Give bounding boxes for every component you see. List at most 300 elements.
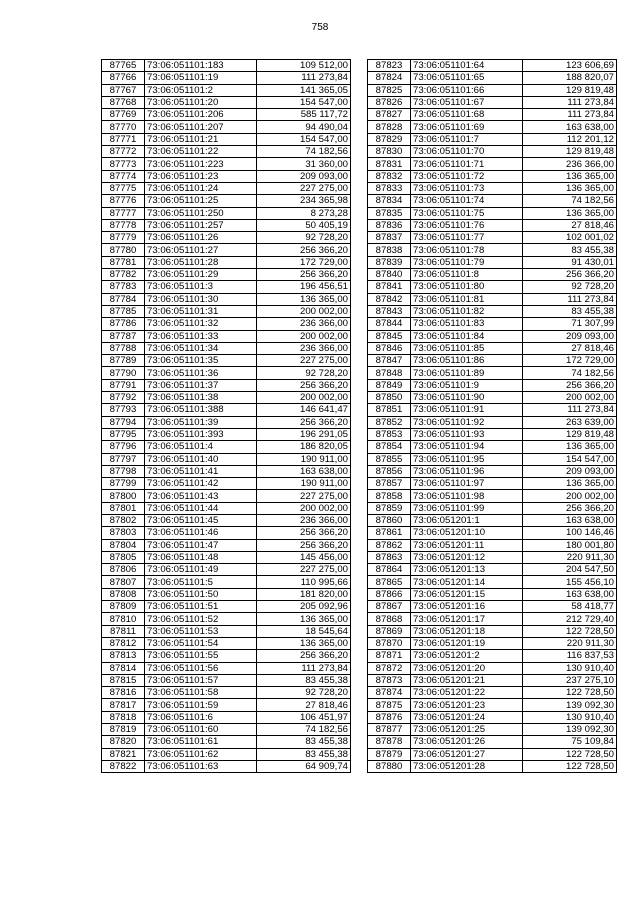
row-number-cell: 87780 bbox=[102, 244, 145, 256]
cadastral-number-cell: 73:06:051101:40 bbox=[145, 453, 257, 465]
cadastral-number-cell: 73:06:051101:76 bbox=[411, 219, 523, 231]
table-row bbox=[102, 650, 351, 662]
row-number-cell: 87878 bbox=[368, 736, 411, 748]
cadastral-number-cell: 73:06:051101:21 bbox=[145, 133, 257, 145]
row-number-cell: 87796 bbox=[102, 441, 145, 453]
value-cell: 190 911,00 bbox=[257, 478, 351, 490]
cadastral-number-cell: 73:06:051101:91 bbox=[411, 404, 523, 416]
table-row bbox=[102, 84, 351, 96]
cadastral-number-cell: 73:06:051101:59 bbox=[145, 699, 257, 711]
row-number-cell: 87824 bbox=[368, 72, 411, 84]
table-row bbox=[368, 416, 617, 428]
value-cell: 58 418,77 bbox=[523, 601, 617, 613]
value-cell: 116 837,53 bbox=[523, 650, 617, 662]
table-row bbox=[102, 121, 351, 133]
cadastral-number-cell: 73:06:051101:34 bbox=[145, 342, 257, 354]
value-cell: 136 365,00 bbox=[523, 441, 617, 453]
cadastral-number-cell: 73:06:051101:97 bbox=[411, 478, 523, 490]
table-row bbox=[102, 170, 351, 182]
row-number-cell: 87813 bbox=[102, 650, 145, 662]
value-cell: 71 307,99 bbox=[523, 318, 617, 330]
cadastral-number-cell: 73:06:051101:26 bbox=[145, 232, 257, 244]
table-row bbox=[368, 674, 617, 686]
row-number-cell: 87839 bbox=[368, 256, 411, 268]
cadastral-number-cell: 73:06:051101:39 bbox=[145, 416, 257, 428]
cadastral-number-cell: 73:06:051101:93 bbox=[411, 428, 523, 440]
row-number-cell: 87776 bbox=[102, 195, 145, 207]
table-row bbox=[368, 84, 617, 96]
value-cell: 234 365,98 bbox=[257, 195, 351, 207]
row-number-cell: 87840 bbox=[368, 269, 411, 281]
value-cell: 92 728,20 bbox=[257, 232, 351, 244]
table-row bbox=[102, 588, 351, 600]
table-row bbox=[102, 699, 351, 711]
value-cell: 236 366,00 bbox=[523, 158, 617, 170]
row-number-cell: 87876 bbox=[368, 711, 411, 723]
cadastral-number-cell: 73:06:051101:37 bbox=[145, 379, 257, 391]
cadastral-number-cell: 73:06:051101:86 bbox=[411, 355, 523, 367]
table-row bbox=[102, 490, 351, 502]
table-row bbox=[368, 342, 617, 354]
row-number-cell: 87768 bbox=[102, 96, 145, 108]
table-row bbox=[368, 207, 617, 219]
cadastral-number-cell: 73:06:051101:257 bbox=[145, 219, 257, 231]
value-cell: 180 001,80 bbox=[523, 539, 617, 551]
cadastral-number-cell: 73:06:051201:19 bbox=[411, 637, 523, 649]
value-cell: 256 366,20 bbox=[257, 650, 351, 662]
value-cell: 139 092,30 bbox=[523, 699, 617, 711]
cadastral-number-cell: 73:06:051201:11 bbox=[411, 539, 523, 551]
cadastral-number-cell: 73:06:051101:33 bbox=[145, 330, 257, 342]
cadastral-number-cell: 73:06:051101:50 bbox=[145, 588, 257, 600]
row-number-cell: 87774 bbox=[102, 170, 145, 182]
cadastral-number-cell: 73:06:051101:83 bbox=[411, 318, 523, 330]
row-number-cell: 87857 bbox=[368, 478, 411, 490]
value-cell: 236 366,00 bbox=[257, 342, 351, 354]
row-number-cell: 87818 bbox=[102, 711, 145, 723]
value-cell: 111 273,84 bbox=[523, 96, 617, 108]
table-row bbox=[368, 60, 617, 72]
value-cell: 136 365,00 bbox=[257, 293, 351, 305]
value-cell: 172 729,00 bbox=[257, 256, 351, 268]
table-row bbox=[368, 502, 617, 514]
row-number-cell: 87850 bbox=[368, 392, 411, 404]
cadastral-number-cell: 73:06:051101:5 bbox=[145, 576, 257, 588]
table-row bbox=[102, 551, 351, 563]
row-number-cell: 87838 bbox=[368, 244, 411, 256]
row-number-cell: 87880 bbox=[368, 760, 411, 772]
table-row bbox=[368, 146, 617, 158]
value-cell: 64 909,74 bbox=[257, 760, 351, 772]
row-number-cell: 87835 bbox=[368, 207, 411, 219]
value-cell: 136 365,00 bbox=[523, 478, 617, 490]
table-row bbox=[102, 576, 351, 588]
value-cell: 200 002,00 bbox=[257, 392, 351, 404]
cadastral-number-cell: 73:06:051101:27 bbox=[145, 244, 257, 256]
table-row bbox=[368, 133, 617, 145]
value-cell: 111 273,84 bbox=[257, 662, 351, 674]
value-cell: 237 275,10 bbox=[523, 674, 617, 686]
row-number-cell: 87799 bbox=[102, 478, 145, 490]
value-cell: 100 146,46 bbox=[523, 527, 617, 539]
page-number: 758 bbox=[311, 22, 329, 33]
table-row bbox=[102, 441, 351, 453]
table-row bbox=[368, 269, 617, 281]
table-row bbox=[368, 96, 617, 108]
row-number-cell: 87800 bbox=[102, 490, 145, 502]
right-table bbox=[367, 59, 617, 773]
row-number-cell: 87783 bbox=[102, 281, 145, 293]
row-number-cell: 87769 bbox=[102, 109, 145, 121]
row-number-cell: 87836 bbox=[368, 219, 411, 231]
table-row bbox=[102, 207, 351, 219]
cadastral-number-cell: 73:06:051101:20 bbox=[145, 96, 257, 108]
cadastral-number-cell: 73:06:051101:65 bbox=[411, 72, 523, 84]
row-number-cell: 87855 bbox=[368, 453, 411, 465]
table-row bbox=[102, 674, 351, 686]
value-cell: 205 092,96 bbox=[257, 601, 351, 613]
cadastral-number-cell: 73:06:051101:80 bbox=[411, 281, 523, 293]
table-row bbox=[102, 318, 351, 330]
table-row bbox=[102, 539, 351, 551]
row-number-cell: 87794 bbox=[102, 416, 145, 428]
row-number-cell: 87879 bbox=[368, 748, 411, 760]
value-cell: 91 430,01 bbox=[523, 256, 617, 268]
value-cell: 109 512,00 bbox=[257, 60, 351, 72]
table-row bbox=[102, 133, 351, 145]
table-row bbox=[102, 760, 351, 772]
table-row bbox=[102, 256, 351, 268]
value-cell: 130 910,40 bbox=[523, 662, 617, 674]
row-number-cell: 87815 bbox=[102, 674, 145, 686]
cadastral-number-cell: 73:06:051101:42 bbox=[145, 478, 257, 490]
row-number-cell: 87805 bbox=[102, 551, 145, 563]
cadastral-number-cell: 73:06:051101:7 bbox=[411, 133, 523, 145]
row-number-cell: 87823 bbox=[368, 60, 411, 72]
value-cell: 92 728,20 bbox=[257, 687, 351, 699]
row-number-cell: 87765 bbox=[102, 60, 145, 72]
value-cell: 18 545,64 bbox=[257, 625, 351, 637]
table-row bbox=[368, 711, 617, 723]
value-cell: 227 275,00 bbox=[257, 490, 351, 502]
value-cell: 74 182,56 bbox=[257, 724, 351, 736]
row-number-cell: 87801 bbox=[102, 502, 145, 514]
cadastral-number-cell: 73:06:051101:49 bbox=[145, 564, 257, 576]
table-row bbox=[102, 428, 351, 440]
value-cell: 122 728,50 bbox=[523, 625, 617, 637]
table-row bbox=[368, 514, 617, 526]
cadastral-number-cell: 73:06:051101:2 bbox=[145, 84, 257, 96]
cadastral-number-cell: 73:06:051101:85 bbox=[411, 342, 523, 354]
value-cell: 83 455,38 bbox=[257, 748, 351, 760]
value-cell: 227 275,00 bbox=[257, 564, 351, 576]
row-number-cell: 87865 bbox=[368, 576, 411, 588]
table-row bbox=[368, 736, 617, 748]
cadastral-number-cell: 73:06:051101:79 bbox=[411, 256, 523, 268]
table-row bbox=[102, 342, 351, 354]
table-row bbox=[368, 72, 617, 84]
value-cell: 256 366,20 bbox=[523, 502, 617, 514]
cadastral-number-cell: 73:06:051101:81 bbox=[411, 293, 523, 305]
cadastral-number-cell: 73:06:051101:6 bbox=[145, 711, 257, 723]
row-number-cell: 87771 bbox=[102, 133, 145, 145]
row-number-cell: 87767 bbox=[102, 84, 145, 96]
table-row bbox=[368, 182, 617, 194]
table-row bbox=[102, 60, 351, 72]
table-row bbox=[368, 392, 617, 404]
value-cell: 136 365,00 bbox=[523, 182, 617, 194]
table-row bbox=[102, 465, 351, 477]
value-cell: 136 365,00 bbox=[523, 207, 617, 219]
table-row bbox=[102, 724, 351, 736]
row-number-cell: 87829 bbox=[368, 133, 411, 145]
value-cell: 163 638,00 bbox=[523, 121, 617, 133]
cadastral-number-cell: 73:06:051201:21 bbox=[411, 674, 523, 686]
row-number-cell: 87803 bbox=[102, 527, 145, 539]
row-number-cell: 87842 bbox=[368, 293, 411, 305]
table-row bbox=[368, 699, 617, 711]
cadastral-number-cell: 73:06:051101:206 bbox=[145, 109, 257, 121]
value-cell: 122 728,50 bbox=[523, 760, 617, 772]
table-row bbox=[368, 293, 617, 305]
value-cell: 106 451,97 bbox=[257, 711, 351, 723]
table-row bbox=[102, 662, 351, 674]
value-cell: 122 728,50 bbox=[523, 687, 617, 699]
row-number-cell: 87848 bbox=[368, 367, 411, 379]
table-row bbox=[102, 527, 351, 539]
table-row bbox=[368, 379, 617, 391]
cadastral-number-cell: 73:06:051101:31 bbox=[145, 305, 257, 317]
value-cell: 256 366,20 bbox=[523, 269, 617, 281]
cadastral-number-cell: 73:06:051201:20 bbox=[411, 662, 523, 674]
value-cell: 196 456,51 bbox=[257, 281, 351, 293]
table-row bbox=[368, 195, 617, 207]
cadastral-number-cell: 73:06:051101:67 bbox=[411, 96, 523, 108]
cadastral-number-cell: 73:06:051101:89 bbox=[411, 367, 523, 379]
table-row bbox=[368, 613, 617, 625]
cadastral-number-cell: 73:06:051101:75 bbox=[411, 207, 523, 219]
table-row bbox=[368, 404, 617, 416]
cadastral-number-cell: 73:06:051101:23 bbox=[145, 170, 257, 182]
table-row bbox=[368, 121, 617, 133]
value-cell: 155 456,10 bbox=[523, 576, 617, 588]
cadastral-number-cell: 73:06:051101:55 bbox=[145, 650, 257, 662]
table-row bbox=[368, 158, 617, 170]
cadastral-number-cell: 73:06:051201:2 bbox=[411, 650, 523, 662]
value-cell: 190 911,00 bbox=[257, 453, 351, 465]
table-row bbox=[368, 478, 617, 490]
row-number-cell: 87814 bbox=[102, 662, 145, 674]
value-cell: 145 456,00 bbox=[257, 551, 351, 563]
row-number-cell: 87843 bbox=[368, 305, 411, 317]
value-cell: 186 820,05 bbox=[257, 441, 351, 453]
value-cell: 136 365,00 bbox=[257, 613, 351, 625]
cadastral-number-cell: 73:06:051101:46 bbox=[145, 527, 257, 539]
cadastral-number-cell: 73:06:051101:84 bbox=[411, 330, 523, 342]
value-cell: 83 455,38 bbox=[523, 305, 617, 317]
row-number-cell: 87861 bbox=[368, 527, 411, 539]
table-row bbox=[368, 760, 617, 772]
table-row bbox=[102, 269, 351, 281]
table-row bbox=[102, 195, 351, 207]
value-cell: 256 366,20 bbox=[257, 539, 351, 551]
cadastral-number-cell: 73:06:051201:28 bbox=[411, 760, 523, 772]
cadastral-number-cell: 73:06:051201:10 bbox=[411, 527, 523, 539]
table-row bbox=[368, 256, 617, 268]
row-number-cell: 87862 bbox=[368, 539, 411, 551]
table-row bbox=[368, 576, 617, 588]
cadastral-number-cell: 73:06:051101:64 bbox=[411, 60, 523, 72]
cadastral-number-cell: 73:06:051101:52 bbox=[145, 613, 257, 625]
cadastral-number-cell: 73:06:051101:19 bbox=[145, 72, 257, 84]
cadastral-number-cell: 73:06:051101:393 bbox=[145, 428, 257, 440]
table-row bbox=[368, 330, 617, 342]
row-number-cell: 87779 bbox=[102, 232, 145, 244]
row-number-cell: 87856 bbox=[368, 465, 411, 477]
value-cell: 209 093,00 bbox=[257, 170, 351, 182]
row-number-cell: 87772 bbox=[102, 146, 145, 158]
value-cell: 74 182,56 bbox=[523, 195, 617, 207]
value-cell: 102 001,02 bbox=[523, 232, 617, 244]
value-cell: 129 819,48 bbox=[523, 84, 617, 96]
cadastral-number-cell: 73:06:051101:56 bbox=[145, 662, 257, 674]
value-cell: 112 201,12 bbox=[523, 133, 617, 145]
row-number-cell: 87786 bbox=[102, 318, 145, 330]
value-cell: 130 910,40 bbox=[523, 711, 617, 723]
table-row bbox=[368, 687, 617, 699]
cadastral-number-cell: 73:06:051101:44 bbox=[145, 502, 257, 514]
row-number-cell: 87809 bbox=[102, 601, 145, 613]
table-row bbox=[102, 404, 351, 416]
cadastral-number-cell: 73:06:051201:1 bbox=[411, 514, 523, 526]
row-number-cell: 87819 bbox=[102, 724, 145, 736]
row-number-cell: 87858 bbox=[368, 490, 411, 502]
table-row bbox=[102, 182, 351, 194]
value-cell: 74 182,56 bbox=[523, 367, 617, 379]
cadastral-number-cell: 73:06:051101:99 bbox=[411, 502, 523, 514]
value-cell: 256 366,20 bbox=[523, 379, 617, 391]
cadastral-number-cell: 73:06:051201:23 bbox=[411, 699, 523, 711]
table-row bbox=[102, 502, 351, 514]
value-cell: 163 638,00 bbox=[523, 588, 617, 600]
cadastral-number-cell: 73:06:051201:22 bbox=[411, 687, 523, 699]
value-cell: 181 820,00 bbox=[257, 588, 351, 600]
table-row bbox=[368, 232, 617, 244]
value-cell: 163 638,00 bbox=[523, 514, 617, 526]
value-cell: 212 729,40 bbox=[523, 613, 617, 625]
row-number-cell: 87825 bbox=[368, 84, 411, 96]
value-cell: 75 109,84 bbox=[523, 736, 617, 748]
value-cell: 146 641,47 bbox=[257, 404, 351, 416]
row-number-cell: 87853 bbox=[368, 428, 411, 440]
value-cell: 227 275,00 bbox=[257, 182, 351, 194]
value-cell: 163 638,00 bbox=[257, 465, 351, 477]
value-cell: 129 819,48 bbox=[523, 428, 617, 440]
row-number-cell: 87875 bbox=[368, 699, 411, 711]
row-number-cell: 87877 bbox=[368, 724, 411, 736]
cadastral-number-cell: 73:06:051101:47 bbox=[145, 539, 257, 551]
table-row bbox=[368, 244, 617, 256]
cadastral-number-cell: 73:06:051101:72 bbox=[411, 170, 523, 182]
value-cell: 122 728,50 bbox=[523, 748, 617, 760]
row-number-cell: 87854 bbox=[368, 441, 411, 453]
row-number-cell: 87804 bbox=[102, 539, 145, 551]
value-cell: 141 365,05 bbox=[257, 84, 351, 96]
value-cell: 227 275,00 bbox=[257, 355, 351, 367]
value-cell: 188 820,07 bbox=[523, 72, 617, 84]
table-row bbox=[102, 219, 351, 231]
table-row bbox=[368, 601, 617, 613]
cadastral-number-cell: 73:06:051101:8 bbox=[411, 269, 523, 281]
value-cell: 256 366,20 bbox=[257, 379, 351, 391]
table-row bbox=[368, 662, 617, 674]
table-row bbox=[102, 736, 351, 748]
cadastral-number-cell: 73:06:051101:77 bbox=[411, 232, 523, 244]
value-cell: 111 273,84 bbox=[523, 109, 617, 121]
row-number-cell: 87802 bbox=[102, 514, 145, 526]
value-cell: 74 182,56 bbox=[257, 146, 351, 158]
table-row bbox=[102, 72, 351, 84]
cadastral-number-cell: 73:06:051101:36 bbox=[145, 367, 257, 379]
value-cell: 136 365,00 bbox=[257, 637, 351, 649]
cadastral-number-cell: 73:06:051201:13 bbox=[411, 564, 523, 576]
value-cell: 27 818,46 bbox=[523, 219, 617, 231]
value-cell: 111 273,84 bbox=[523, 293, 617, 305]
cadastral-number-cell: 73:06:051101:28 bbox=[145, 256, 257, 268]
cadastral-number-cell: 73:06:051101:74 bbox=[411, 195, 523, 207]
value-cell: 200 002,00 bbox=[257, 502, 351, 514]
cadastral-number-cell: 73:06:051101:22 bbox=[145, 146, 257, 158]
row-number-cell: 87787 bbox=[102, 330, 145, 342]
row-number-cell: 87826 bbox=[368, 96, 411, 108]
cadastral-number-cell: 73:06:051101:32 bbox=[145, 318, 257, 330]
row-number-cell: 87869 bbox=[368, 625, 411, 637]
value-cell: 209 093,00 bbox=[523, 465, 617, 477]
row-number-cell: 87827 bbox=[368, 109, 411, 121]
row-number-cell: 87795 bbox=[102, 428, 145, 440]
cadastral-number-cell: 73:06:051101:68 bbox=[411, 109, 523, 121]
row-number-cell: 87797 bbox=[102, 453, 145, 465]
row-number-cell: 87866 bbox=[368, 588, 411, 600]
row-number-cell: 87817 bbox=[102, 699, 145, 711]
row-number-cell: 87782 bbox=[102, 269, 145, 281]
cadastral-number-cell: 73:06:051101:51 bbox=[145, 601, 257, 613]
row-number-cell: 87798 bbox=[102, 465, 145, 477]
value-cell: 27 818,46 bbox=[523, 342, 617, 354]
row-number-cell: 87847 bbox=[368, 355, 411, 367]
row-number-cell: 87852 bbox=[368, 416, 411, 428]
table-row bbox=[102, 392, 351, 404]
value-cell: 136 365,00 bbox=[523, 170, 617, 182]
row-number-cell: 87766 bbox=[102, 72, 145, 84]
row-number-cell: 87810 bbox=[102, 613, 145, 625]
cadastral-number-cell: 73:06:051201:17 bbox=[411, 613, 523, 625]
cadastral-number-cell: 73:06:051101:35 bbox=[145, 355, 257, 367]
cadastral-number-cell: 73:06:051101:70 bbox=[411, 146, 523, 158]
cadastral-number-cell: 73:06:051101:25 bbox=[145, 195, 257, 207]
value-cell: 139 092,30 bbox=[523, 724, 617, 736]
cadastral-number-cell: 73:06:051101:223 bbox=[145, 158, 257, 170]
table-row bbox=[102, 96, 351, 108]
table-row bbox=[102, 109, 351, 121]
cadastral-number-cell: 73:06:051101:207 bbox=[145, 121, 257, 133]
table-row bbox=[368, 428, 617, 440]
row-number-cell: 87851 bbox=[368, 404, 411, 416]
value-cell: 256 366,20 bbox=[257, 527, 351, 539]
cadastral-number-cell: 73:06:051201:14 bbox=[411, 576, 523, 588]
cadastral-number-cell: 73:06:051101:9 bbox=[411, 379, 523, 391]
value-cell: 236 366,00 bbox=[257, 318, 351, 330]
